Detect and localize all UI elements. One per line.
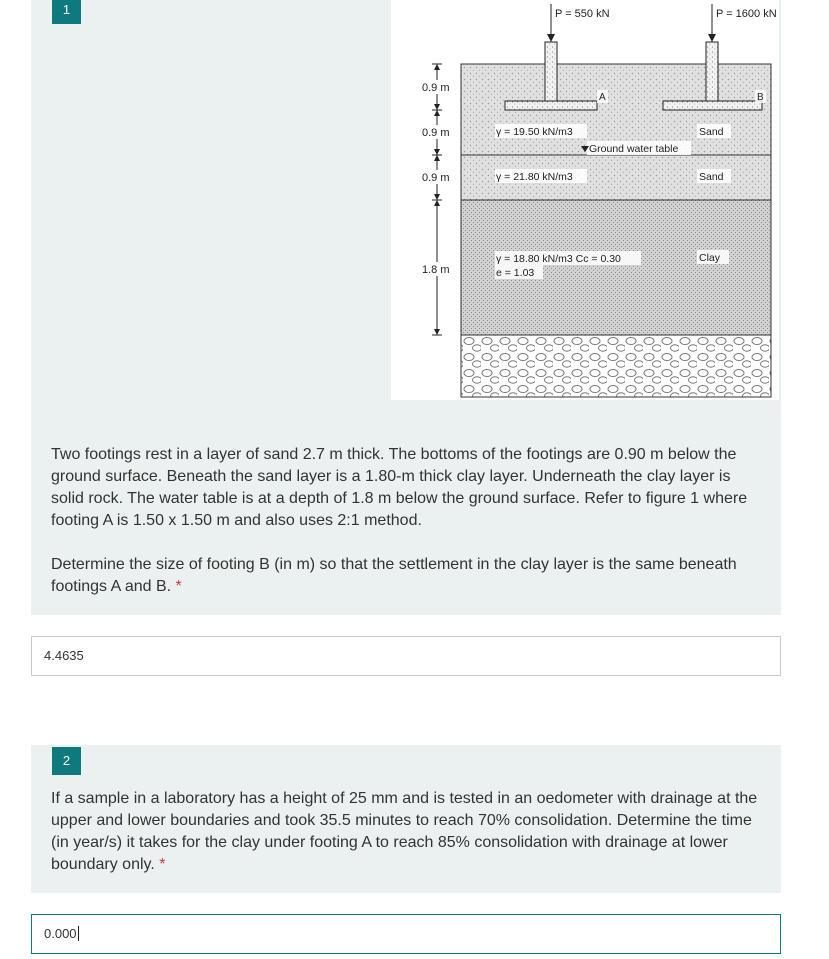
load-b-label: P = 1600 kN xyxy=(716,8,777,20)
depth-label-2: 0.9 m xyxy=(422,127,450,139)
question-number-badge: 1 xyxy=(52,0,81,24)
footing-b-label: B xyxy=(757,92,764,103)
question-1-prompt-text: Determine the size of footing B (in m) so that the settlement in the clay layer is the same beneath footings A and B. xyxy=(51,556,737,595)
depth-label-1: 0.9 m xyxy=(422,82,450,94)
water-table-label: Ground water table xyxy=(589,143,679,155)
required-marker: * xyxy=(159,856,166,873)
depth-label-3: 0.9 m xyxy=(422,172,450,184)
question-number-badge: 2 xyxy=(52,747,81,775)
question-1-card xyxy=(31,0,781,615)
rock-layer xyxy=(461,335,771,397)
answer-1-value: 4.4635 xyxy=(44,648,84,663)
required-marker: * xyxy=(175,578,182,595)
sand1-label: Sand xyxy=(699,126,724,138)
text-caret xyxy=(78,926,79,941)
question-1-text: Two footings rest in a layer of sand 2.7 m thick. The bottoms of the footings are 0.90 m below the ground surface. Beneath the sand layer is a 1.80-m thick clay layer. Underneath the clay layer is solid rock. The water table is at a depth of 1.8 m below the ground surface. Refer to figure 1 where footing A is 1.50 x 1.50 m and also uses 2:1 method. xyxy=(51,446,748,529)
clay-props-2: e = 1.03 xyxy=(496,267,535,279)
clay-label: Clay xyxy=(699,252,721,264)
clay-props-1: γ = 18.80 kN/m3 Cc = 0.30 xyxy=(496,253,621,265)
load-a-label: P = 550 kN xyxy=(555,8,610,20)
question-2-answer-input[interactable] xyxy=(31,914,781,954)
sand1-unit-weight: γ = 19.50 kN/m3 xyxy=(496,126,573,138)
question-1-prompt xyxy=(51,554,763,598)
soil-profile-figure xyxy=(391,0,779,400)
load-arrow-a xyxy=(547,4,555,42)
question-1-answer-input[interactable] xyxy=(31,636,781,676)
footing-a-label: A xyxy=(599,92,606,103)
answer-2-value: 0.000 xyxy=(44,926,77,941)
sand2-label: Sand xyxy=(699,171,724,183)
question-2-card xyxy=(31,745,781,893)
depth-label-4: 1.8 m xyxy=(422,264,450,276)
question-2-text-body: If a sample in a laboratory has a height of 25 mm and is tested in an oedometer with drainage at the upper and lower boundaries and took 35.5 minutes to reach 70% consolidation. Determine the time (in year/s) it takes for the clay under footing A to reach 85% consolidation with drainage at lower boundary only. xyxy=(51,790,758,873)
sand2-unit-weight: γ = 21.80 kN/m3 xyxy=(496,171,573,183)
question-2-text xyxy=(51,788,763,876)
load-arrow-b xyxy=(708,4,716,42)
